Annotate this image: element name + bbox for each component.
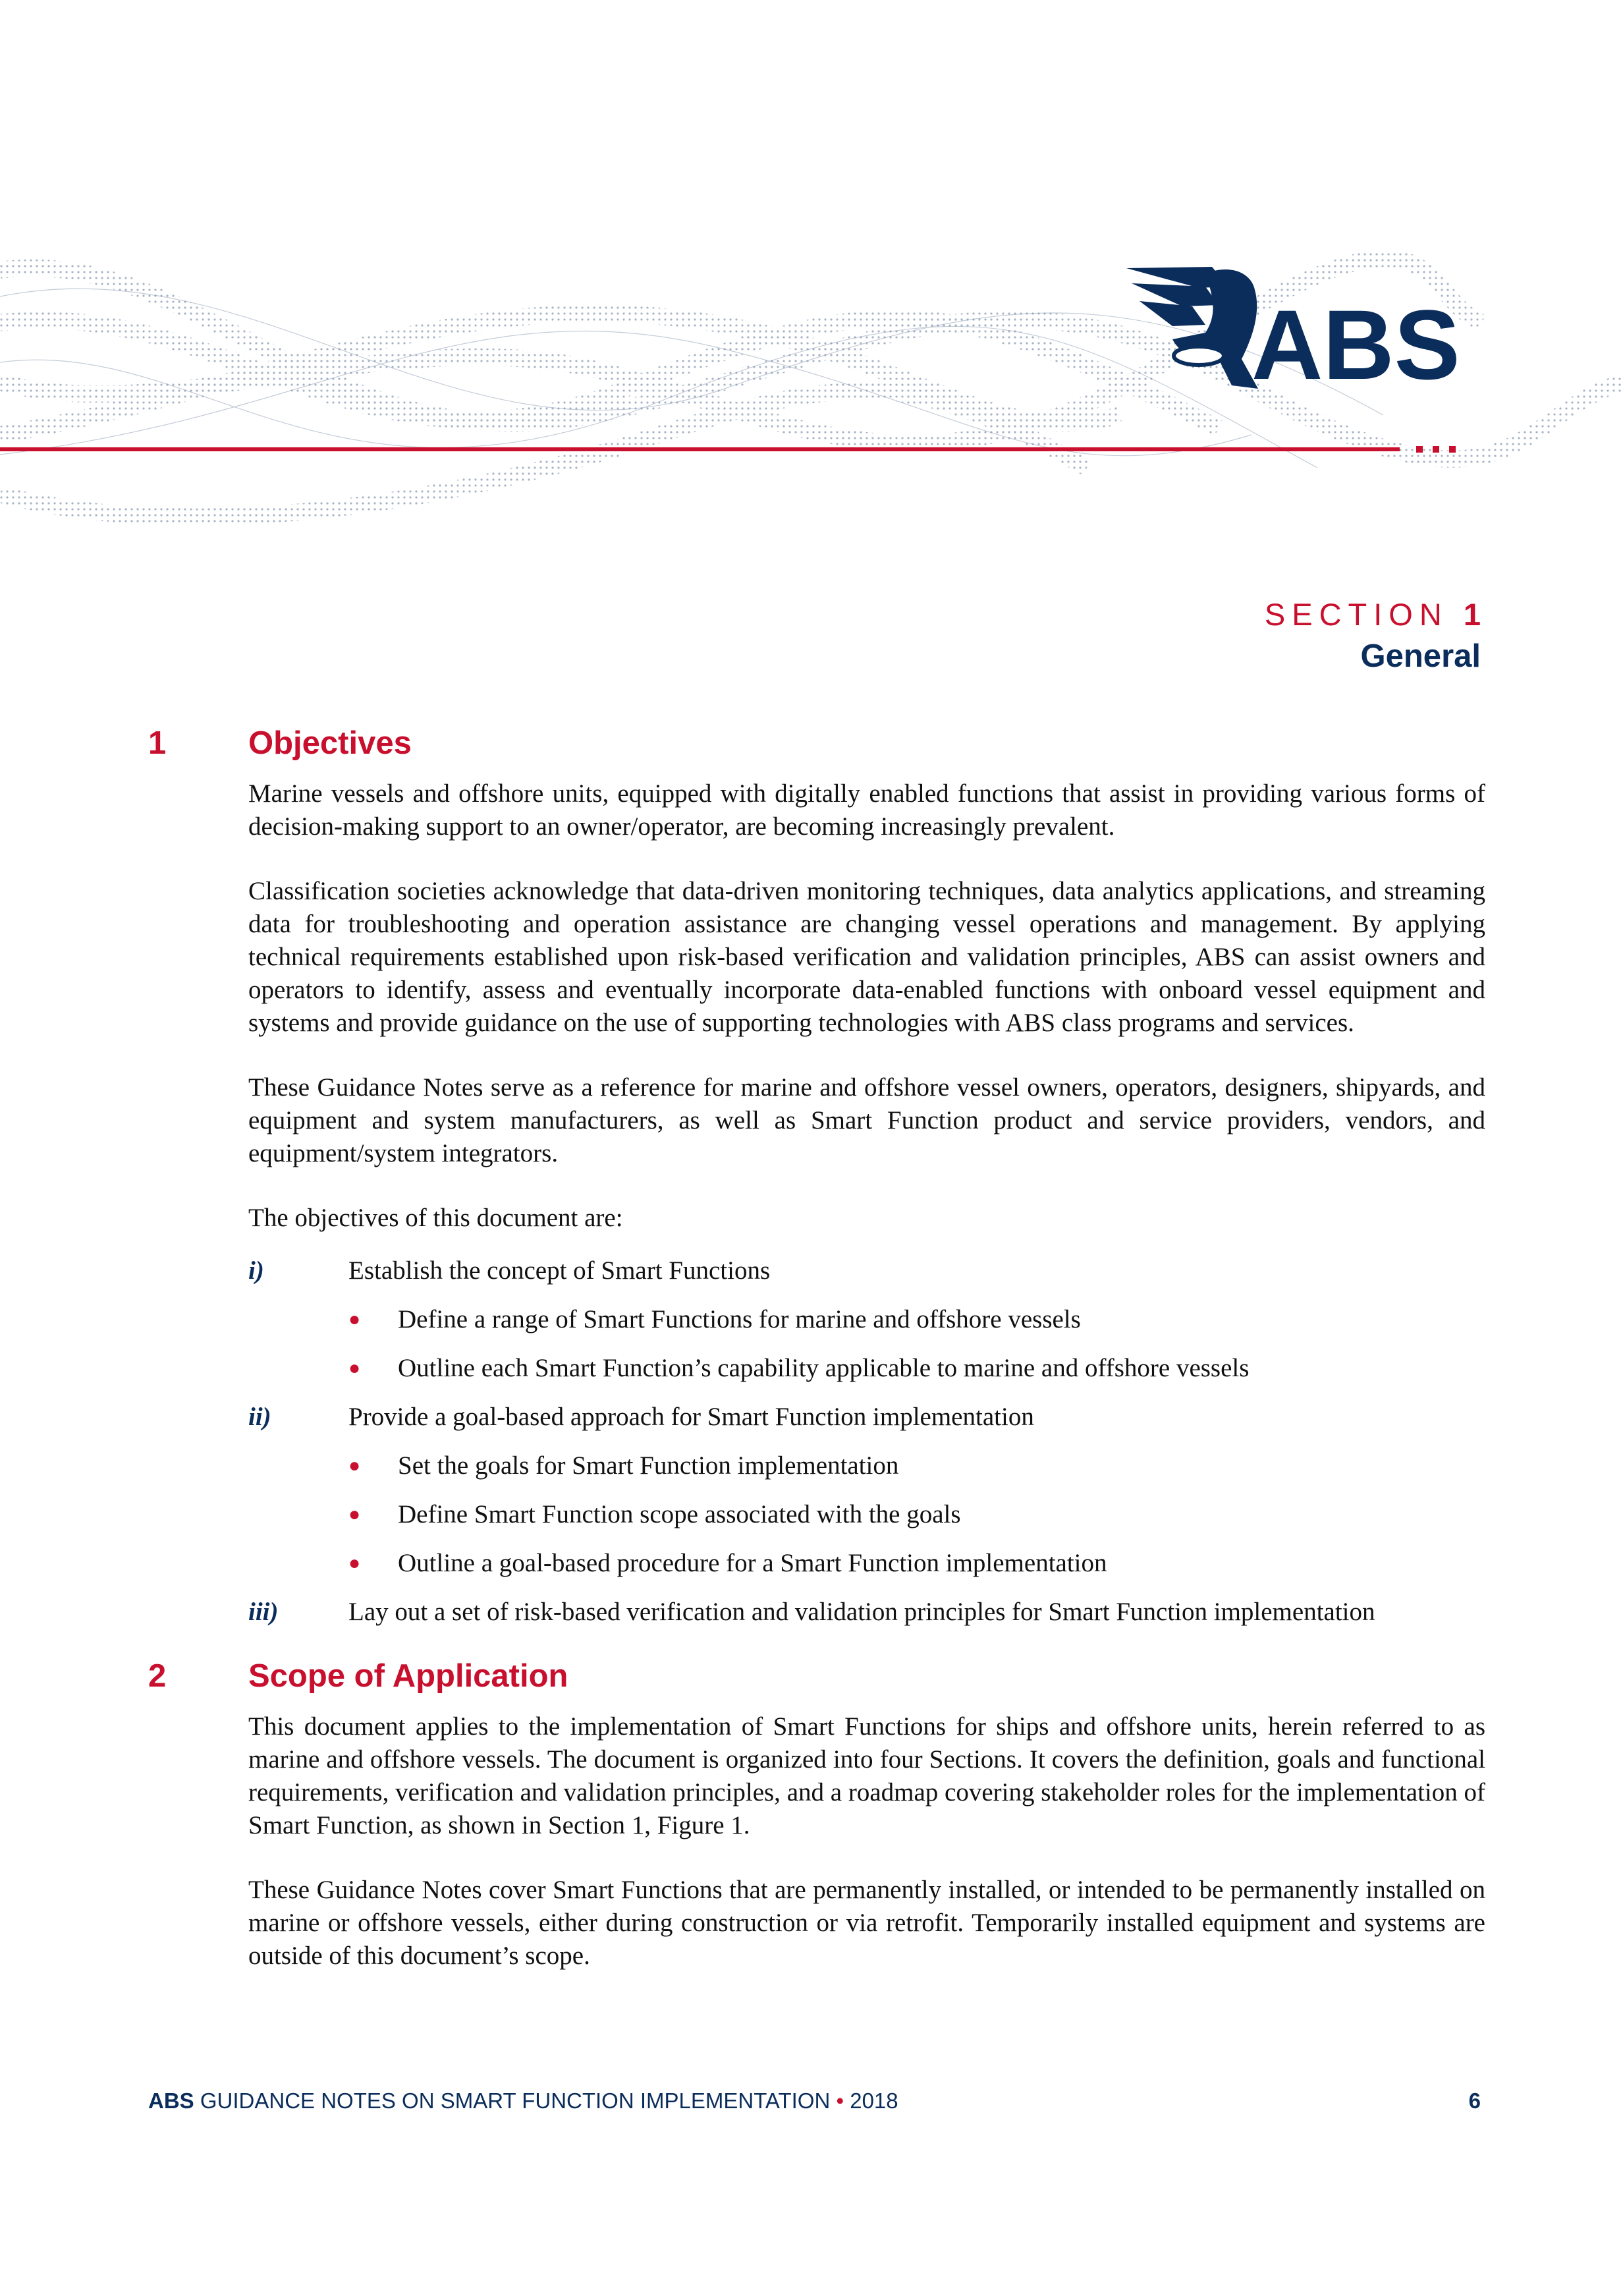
section-header bbox=[1265, 596, 1481, 675]
list-marker: ii) bbox=[248, 1403, 271, 1431]
bullet-item bbox=[348, 1547, 1485, 1580]
bullet-item bbox=[348, 1303, 1485, 1336]
list-item bbox=[248, 1254, 1485, 1287]
bullet-text: Outline each Smart Function’s capability applicable to marine and offshore vessels bbox=[398, 1354, 1250, 1382]
paragraph: These Guidance Notes cover Smart Functions that are permanently installed, or intended to be permanently installed on marine or offshore vessels, either during construction or via retrofit. Temporarily installed equipment and systems are outside of this document’s scope. bbox=[248, 1876, 1485, 1970]
bullet-dot-icon: ● bbox=[348, 1552, 361, 1574]
heading-scope-of-application bbox=[148, 1658, 1485, 1694]
document-body bbox=[148, 725, 1485, 2004]
list-item bbox=[248, 1596, 1485, 1629]
abs-logo bbox=[1120, 260, 1475, 399]
list-item-text: Lay out a set of risk-based verification and validation principles for Smart Function implementation bbox=[348, 1598, 1375, 1626]
list-item-text: Establish the concept of Smart Functions bbox=[348, 1256, 771, 1285]
bullet-dot-icon: ● bbox=[348, 1357, 361, 1379]
bullet-text: Define Smart Function scope associated with the goals bbox=[398, 1500, 961, 1528]
footer-brand: ABS bbox=[148, 2088, 194, 2113]
bullet-dot-icon: ● bbox=[348, 1503, 361, 1525]
bullet-item bbox=[348, 1498, 1485, 1531]
heading-objectives bbox=[148, 725, 1485, 762]
list-item bbox=[248, 1401, 1485, 1434]
section-number: 1 bbox=[1463, 597, 1481, 632]
paragraph: This document applies to the implementation of Smart Functions for ships and offshore units, herein referred to as marine and offshore vessels. The document is organized into four Sections. It covers the definition, goals and functional requirements, verification and validation principles, and a roadmap covering stakeholder roles for the implementation of Smart Function, as shown in Section 1, Figure 1. bbox=[248, 1712, 1485, 1839]
heading-number: 2 bbox=[148, 1658, 167, 1694]
paragraph: The objectives of this document are: bbox=[248, 1204, 623, 1232]
heading-number: 1 bbox=[148, 725, 167, 761]
section-title: General bbox=[1360, 638, 1481, 674]
paragraph: Marine vessels and offshore units, equipped with digitally enabled functions that assist in providing various forms of decision-making support to an owner/operator, are becoming increasingly prevalent. bbox=[248, 779, 1485, 841]
bullet-text: Set the goals for Smart Function implementation bbox=[398, 1451, 899, 1480]
page-number: 6 bbox=[1468, 2088, 1481, 2113]
section-label bbox=[1265, 596, 1481, 632]
paragraph: Classification societies acknowledge that data-driven monitoring techniques, data analytics applications, and streaming data for troubleshooting and operation assistance are changing vessel operations and management. By applying technical requirements established upon risk-based verification and validation principles, ABS can assist owners and operators to identify, assess and eventually incorporate data-enabled functions with onboard vessel equipment and systems and provide guidance on the use of supporting technologies with ABS class programs and services. bbox=[248, 877, 1485, 1037]
footer-separator: • bbox=[836, 2088, 844, 2113]
section-word: SECTION bbox=[1264, 597, 1448, 632]
paragraph: These Guidance Notes serve as a reference for marine and offshore vessel owners, operators, designers, shipyards, and equipment and system manufacturers, as well as Smart Function product and service providers, vendors, and equipment/system integrators. bbox=[248, 1073, 1485, 1167]
footer-year: 2018 bbox=[850, 2088, 898, 2113]
list-item-text: Provide a goal-based approach for Smart Function implementation bbox=[348, 1403, 1034, 1431]
eagle-emblem-icon bbox=[1120, 260, 1475, 399]
bullet-text: Outline a goal-based procedure for a Smart Function implementation bbox=[398, 1549, 1107, 1577]
list-marker: iii) bbox=[248, 1598, 279, 1626]
footer-title bbox=[148, 2088, 898, 2114]
bullet-item bbox=[348, 1352, 1485, 1385]
heading-title: Scope of Application bbox=[248, 1658, 568, 1694]
bullet-dot-icon: ● bbox=[348, 1308, 361, 1330]
scope-body bbox=[248, 1710, 1485, 1973]
bullet-item bbox=[348, 1449, 1485, 1482]
heading-title: Objectives bbox=[248, 725, 412, 761]
bullet-text: Define a range of Smart Functions for marine and offshore vessels bbox=[398, 1305, 1081, 1333]
footer-document-title: GUIDANCE NOTES ON SMART FUNCTION IMPLEMENTATION bbox=[200, 2088, 831, 2113]
bullet-dot-icon: ● bbox=[348, 1455, 361, 1476]
abs-logo-text: ABS bbox=[1252, 289, 1460, 399]
page-footer bbox=[148, 2088, 1481, 2114]
objectives-body bbox=[248, 777, 1485, 1629]
list-marker: i) bbox=[248, 1256, 264, 1285]
